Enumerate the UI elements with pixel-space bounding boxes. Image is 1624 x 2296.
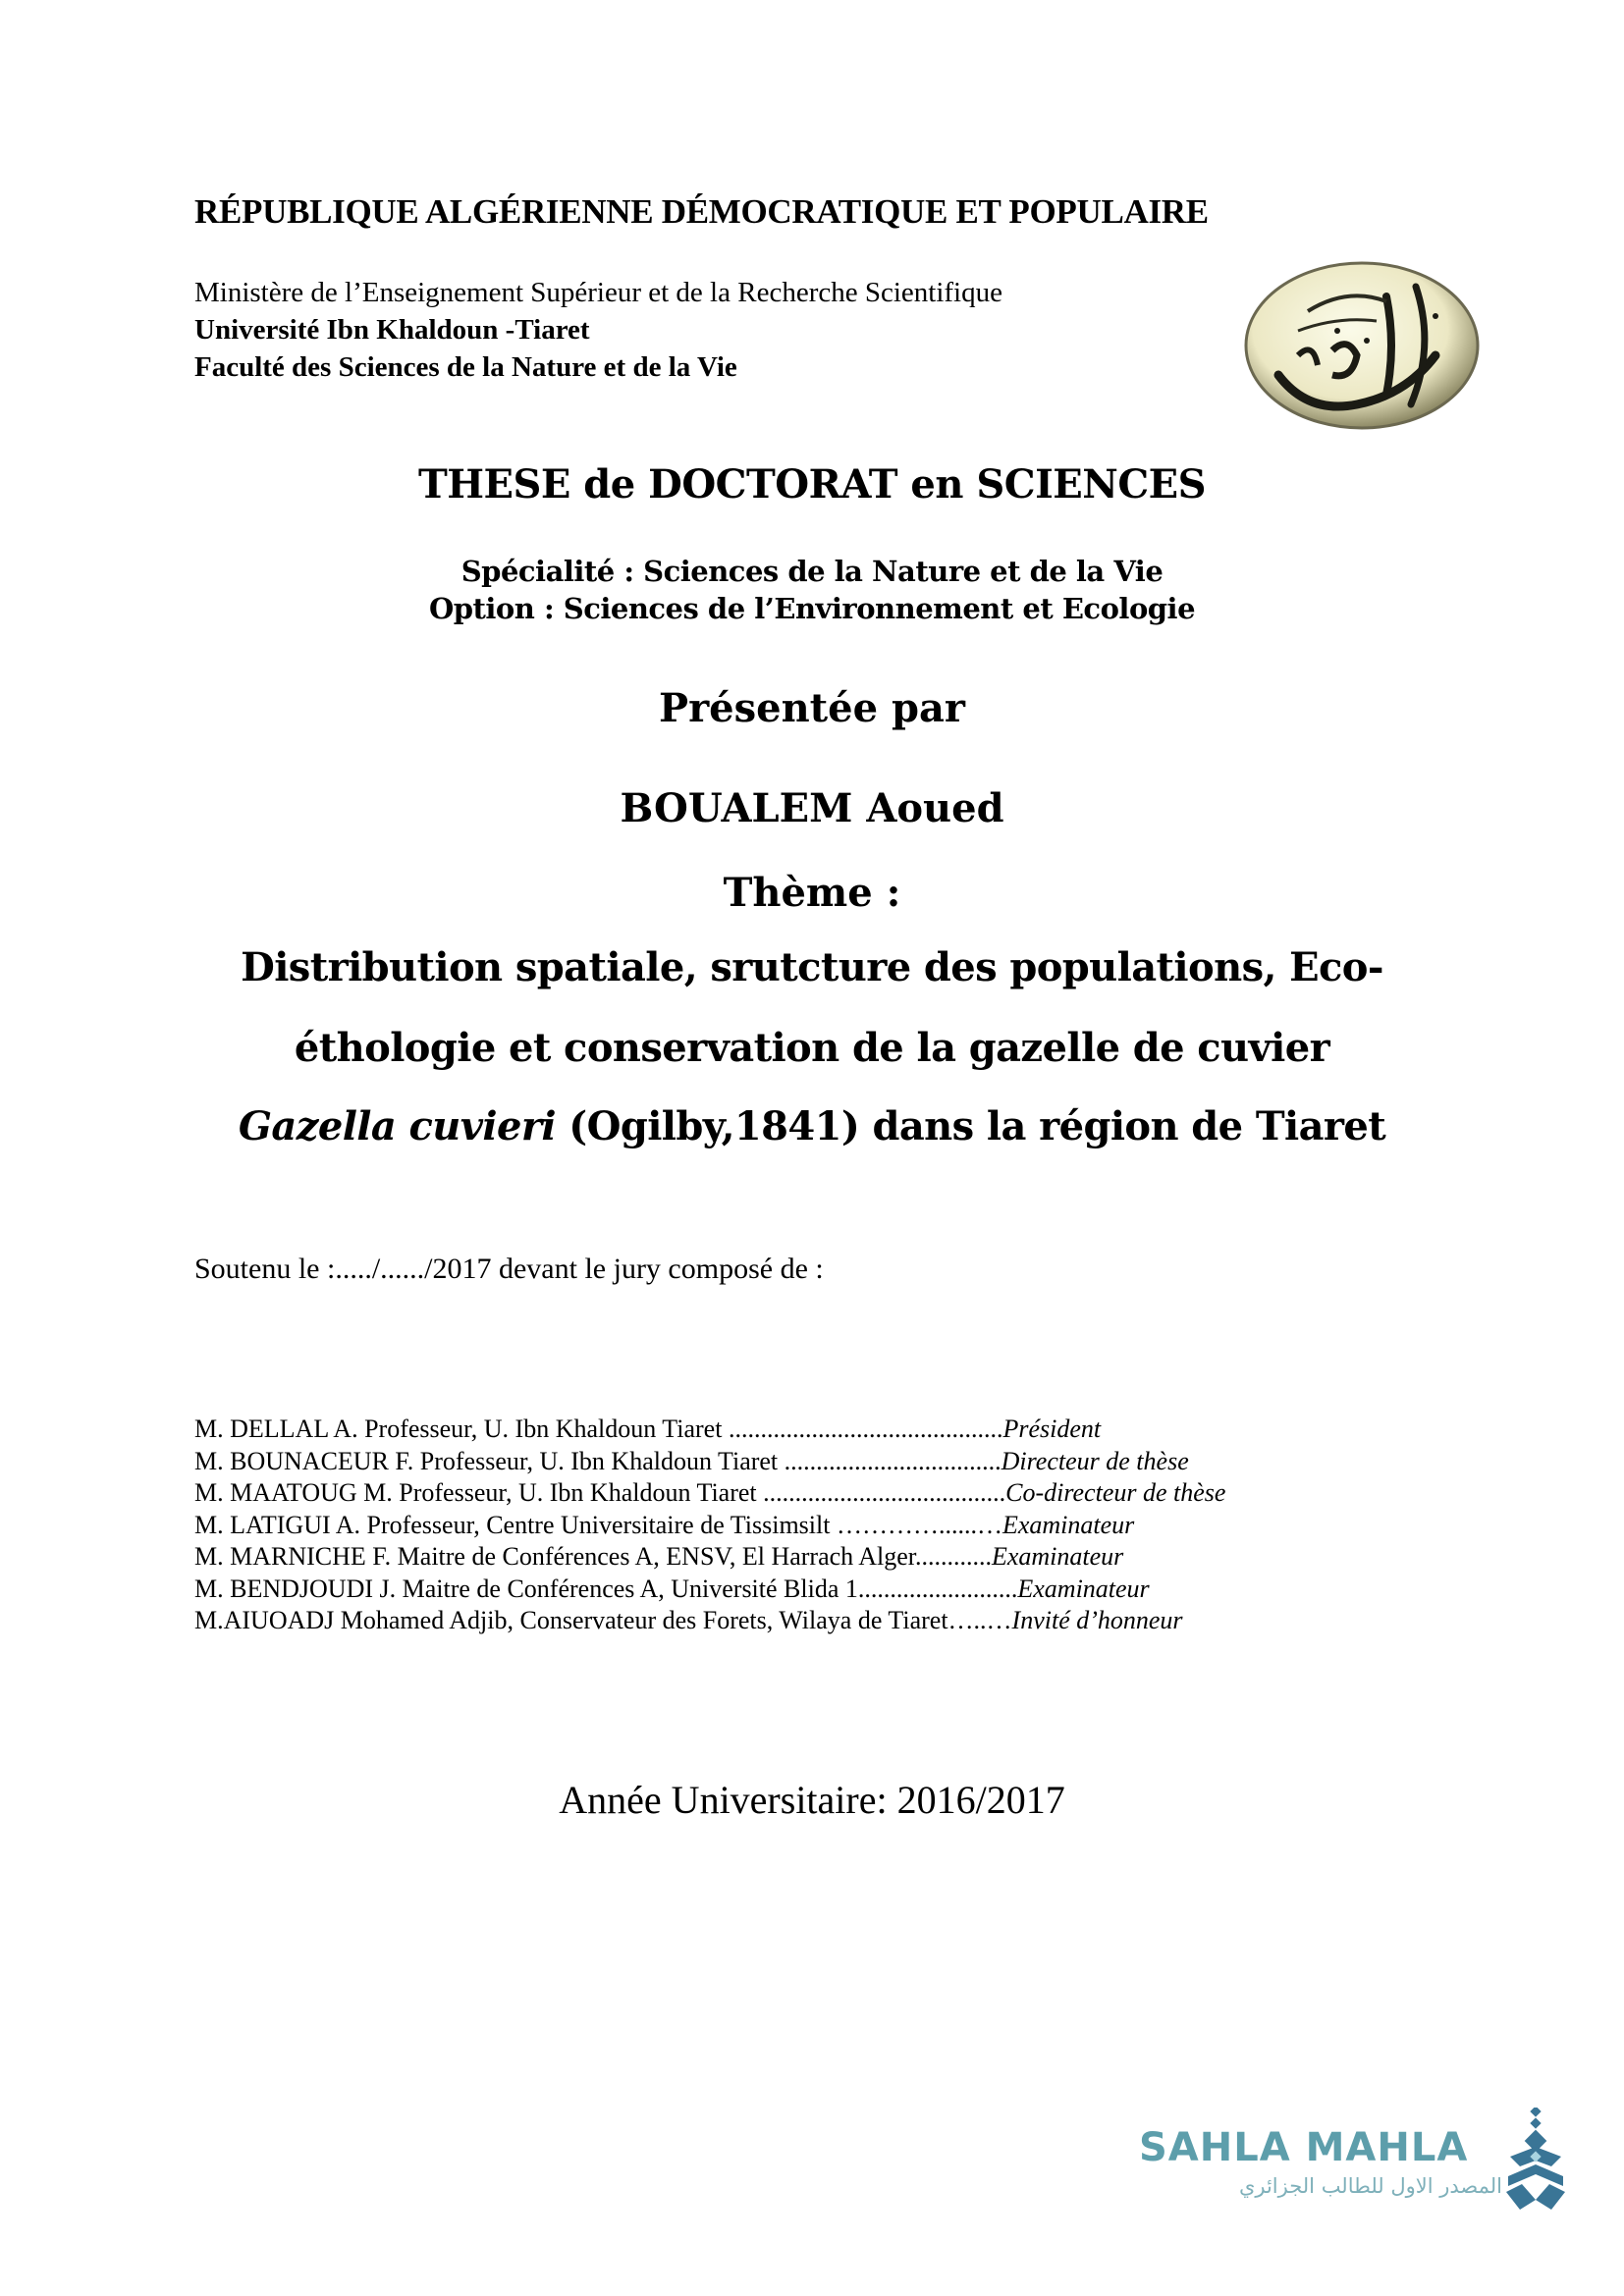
sahla-mahla-watermark — [1139, 2125, 1551, 2223]
presented-by-label: Présentée par — [659, 685, 965, 731]
author-name: BOUALEM Aoued — [620, 785, 1004, 831]
jury-role: Directeur de thèse — [1001, 1446, 1189, 1475]
jury-role: Invité d’honneur — [1011, 1606, 1183, 1634]
jury-role: Président — [1002, 1415, 1102, 1443]
species-name: Gazella cuvieri — [238, 1103, 556, 1149]
watermark-title: SAHLA MAHLA — [1139, 2125, 1469, 2170]
thesis-title-line-2: éthologie et conservation de la gazelle de cuvier — [294, 1025, 1330, 1071]
ministry-line: Ministère de l’Enseignement Supérieur et de la Recherche Scientifique — [194, 277, 1002, 308]
jury-role: Examinateur — [1001, 1510, 1135, 1539]
theme-label: Thème : — [723, 870, 901, 916]
option-line: Option : Sciences de l’Environnement et Ecologie — [428, 592, 1196, 625]
jury-role: Co-directeur de thèse — [1005, 1478, 1226, 1507]
university-seal-icon — [1239, 257, 1485, 432]
jury-member-row — [194, 1446, 1225, 1478]
watermark-subtitle: المصدر الاول للطالب الجزائري — [1238, 2174, 1502, 2198]
jury-member-row — [194, 1477, 1225, 1510]
jury-member: M. BOUNACEUR F. Professeur, U. Ibn Khaldoun Tiaret .................................. — [194, 1446, 1001, 1475]
jury-role: Examinateur — [991, 1542, 1124, 1571]
jury-member: M.AIUOADJ Mohamed Adjib, Conservateur des Forets, Wilaya de Tiaret…..… — [194, 1606, 1012, 1634]
speciality-line: Spécialité : Sciences de la Nature et de la Vie — [460, 555, 1164, 588]
academic-year: Année Universitaire: 2016/2017 — [559, 1778, 1065, 1822]
jury-member-row — [194, 1414, 1225, 1446]
defense-date-line: Soutenu le :...../....../2017 devant le jury composé de : — [194, 1253, 824, 1285]
jury-member-row — [194, 1574, 1225, 1606]
thesis-title-line-1: Distribution spatiale, srutcture des populations, Eco- — [241, 944, 1383, 990]
jury-role: Examinateur — [1017, 1574, 1150, 1603]
faculty-line: Faculté des Sciences de la Nature et de la Vie — [194, 351, 737, 383]
jury-member: M. LATIGUI A. Professeur, Centre Universitaire de Tissimsilt …………......… — [194, 1510, 1002, 1539]
jury-member: M. MAATOUG M. Professeur, U. Ibn Khaldoun Tiaret ...................................... — [194, 1478, 1006, 1507]
thesis-type-heading: THESE de DOCTORAT en SCIENCES — [417, 461, 1207, 507]
thesis-title-line-3 — [0, 1103, 1624, 1149]
sahla-mahla-logo-icon — [1502, 2108, 1571, 2216]
jury-list — [194, 1414, 1225, 1637]
jury-member-row — [194, 1605, 1225, 1637]
jury-member: M. MARNICHE F. Maitre de Conférences A, ENSV, El Harrach Alger............ — [194, 1542, 992, 1571]
republic-heading: RÉPUBLIQUE ALGÉRIENNE DÉMOCRATIQUE ET POPULAIRE — [194, 192, 1209, 231]
jury-member-row — [194, 1541, 1225, 1574]
jury-member: M. DELLAL A. Professeur, U. Ibn Khaldoun Tiaret ........................................... — [194, 1415, 1003, 1443]
jury-member-row — [194, 1510, 1225, 1542]
university-line: Université Ibn Khaldoun -Tiaret — [194, 314, 590, 346]
jury-member: M. BENDJOUDI J. Maitre de Conférences A, Université Blida 1......................... — [194, 1574, 1018, 1603]
thesis-title-line-3-rest: (Ogilby,1841) dans la région de Tiaret — [555, 1103, 1386, 1149]
